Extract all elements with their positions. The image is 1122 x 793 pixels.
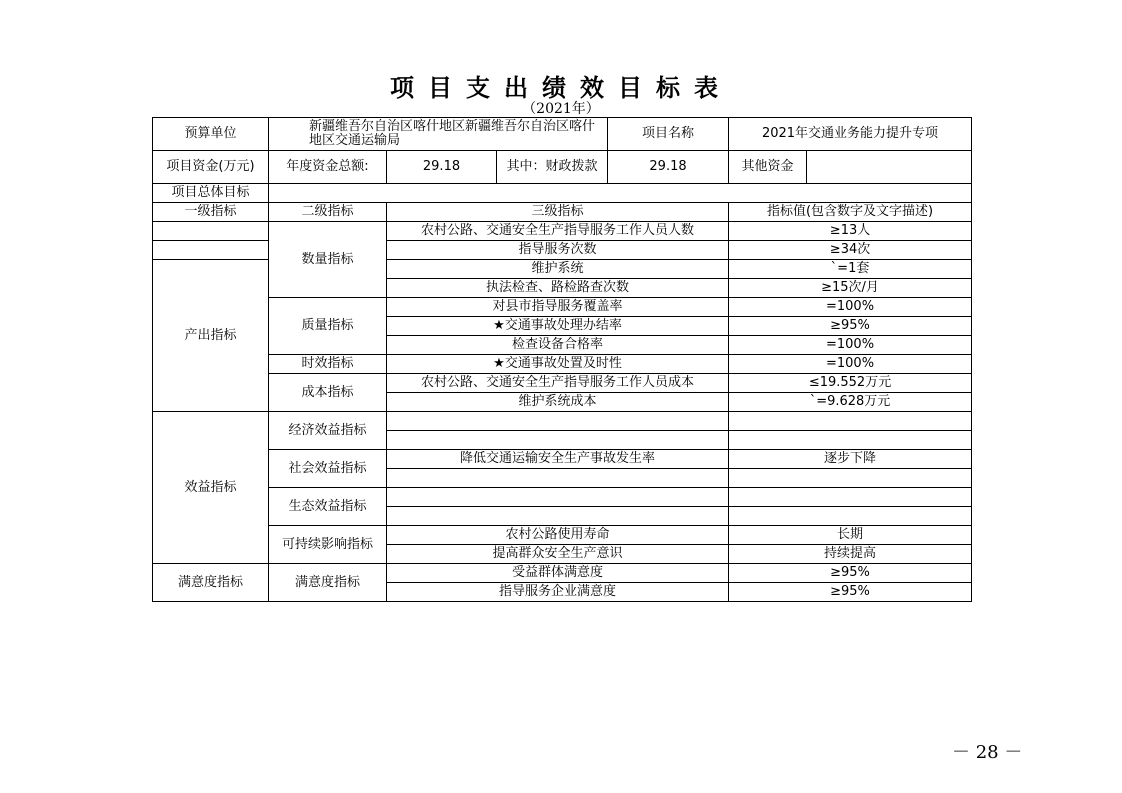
overall-goal-row [153, 184, 972, 203]
level3-cell [387, 431, 729, 450]
level2-satisfaction: 满意度指标 [269, 564, 387, 602]
project-name-label: 项目名称 [608, 118, 729, 151]
year-subtitle: （2021年） [522, 101, 600, 117]
finance-label: 其中：财政拨款 [497, 151, 608, 184]
value-cell: ≥34次 [729, 241, 972, 260]
level3-cell: 指导服务次数 [387, 241, 729, 260]
budget-unit-row [153, 118, 972, 151]
value-cell [729, 488, 972, 507]
level2-quantity: 数量指标 [269, 222, 387, 298]
table-row [153, 488, 972, 507]
level3-cell: 提高群众安全生产意识 [387, 545, 729, 564]
level3-cell: ★交通事故处置及时性 [387, 355, 729, 374]
value-cell: ≥15次/月 [729, 279, 972, 298]
column-header: 指标值(包含数字及文字描述) [729, 203, 972, 222]
funds-row [153, 151, 972, 184]
unit-value: 新疆维吾尔自治区喀什地区新疆维吾尔自治区喀什地区交通运输局 [269, 118, 608, 151]
level3-cell: 对县市指导服务覆盖率 [387, 298, 729, 317]
level2-quality: 质量指标 [269, 298, 387, 355]
unit-label: 预算单位 [153, 118, 269, 151]
project-name-value: 2021年交通业务能力提升专项 [729, 118, 972, 151]
level3-cell [387, 412, 729, 431]
annual-total-label: 年度资金总额: [269, 151, 387, 184]
value-cell [729, 469, 972, 488]
level3-cell: 指导服务企业满意度 [387, 583, 729, 602]
level2-cost: 成本指标 [269, 374, 387, 412]
level1-cell [153, 222, 269, 241]
level3-cell: ★交通事故处理办结率 [387, 317, 729, 336]
level3-cell: 执法检查、路检路查次数 [387, 279, 729, 298]
table-row [153, 298, 972, 317]
table-row [153, 355, 972, 374]
level3-cell: 农村公路使用寿命 [387, 526, 729, 545]
level3-cell: 维护系统 [387, 260, 729, 279]
level2-social: 社会效益指标 [269, 450, 387, 488]
value-cell [729, 412, 972, 431]
level3-cell: 检查设备合格率 [387, 336, 729, 355]
value-cell: 长期 [729, 526, 972, 545]
overall-goal-label: 项目总体目标 [153, 184, 269, 203]
value-cell: `=9.628万元 [729, 393, 972, 412]
level1-satisfaction: 满意度指标 [153, 564, 269, 602]
level3-cell [387, 488, 729, 507]
table-row [153, 222, 972, 241]
overall-goal-value [269, 184, 972, 203]
page-title: 项目支出绩效目标表 [390, 73, 732, 102]
value-cell: 逐步下降 [729, 450, 972, 469]
level3-cell: 维护系统成本 [387, 393, 729, 412]
column-header: 三级指标 [387, 203, 729, 222]
table-row [153, 412, 972, 431]
value-cell: 持续提高 [729, 545, 972, 564]
column-header: 二级指标 [269, 203, 387, 222]
value-cell: `=1套 [729, 260, 972, 279]
page-number: － 28 － [952, 742, 1023, 763]
value-cell: ≥13人 [729, 222, 972, 241]
level3-cell: 农村公路、交通安全生产指导服务工作人员人数 [387, 222, 729, 241]
value-cell: ≤19.552万元 [729, 374, 972, 393]
level3-cell: 受益群体满意度 [387, 564, 729, 583]
value-cell: ≥95% [729, 317, 972, 336]
value-cell: ≥95% [729, 564, 972, 583]
performance-table [152, 117, 972, 602]
column-header-row [153, 203, 972, 222]
table-row [153, 564, 972, 583]
other-funds-value [807, 151, 972, 184]
value-cell [729, 507, 972, 526]
value-cell: =100% [729, 298, 972, 317]
level2-economic: 经济效益指标 [269, 412, 387, 450]
level2-timeliness: 时效指标 [269, 355, 387, 374]
other-funds-label: 其他资金 [729, 151, 807, 184]
level1-output: 产出指标 [153, 260, 269, 412]
column-header: 一级指标 [153, 203, 269, 222]
finance-value: 29.18 [608, 151, 729, 184]
level1-benefit: 效益指标 [153, 412, 269, 564]
table-row [153, 526, 972, 545]
value-cell [729, 431, 972, 450]
level2-sustainable: 可持续影响指标 [269, 526, 387, 564]
value-cell: =100% [729, 355, 972, 374]
value-cell: =100% [729, 336, 972, 355]
annual-total-value: 29.18 [387, 151, 497, 184]
table-row [153, 450, 972, 469]
level3-cell: 农村公路、交通安全生产指导服务工作人员成本 [387, 374, 729, 393]
level3-cell [387, 469, 729, 488]
fund-label: 项目资金(万元) [153, 151, 269, 184]
level2-ecological: 生态效益指标 [269, 488, 387, 526]
value-cell: ≥95% [729, 583, 972, 602]
table-row [153, 374, 972, 393]
level1-cell [153, 241, 269, 260]
level3-cell: 降低交通运输安全生产事故发生率 [387, 450, 729, 469]
level3-cell [387, 507, 729, 526]
